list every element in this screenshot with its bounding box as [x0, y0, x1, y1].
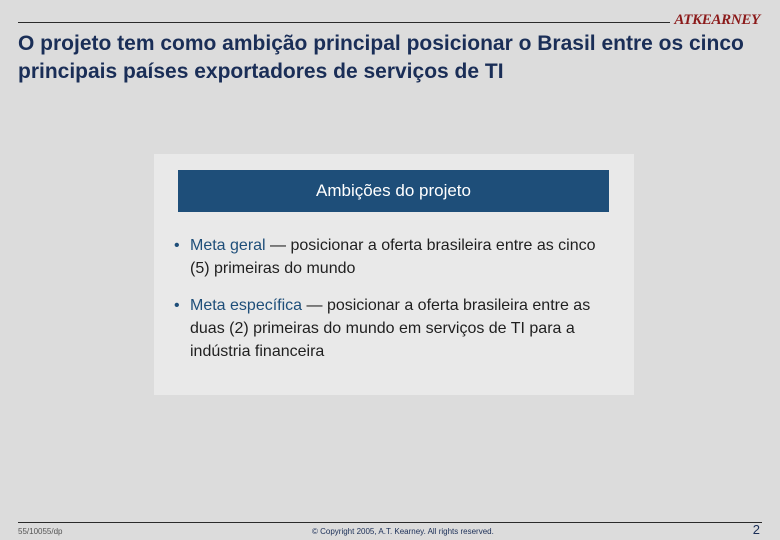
ambitions-card — [154, 154, 634, 395]
header-rule — [18, 22, 670, 23]
goal-general-term: Meta geral — [190, 237, 266, 254]
goal-general — [174, 234, 614, 280]
footer-rule — [18, 522, 762, 523]
footer-copyright: © Copyright 2005, A.T. Kearney. All rights reserved. — [312, 527, 494, 536]
bullet-icon: • — [174, 297, 180, 314]
atkearney-logo: ATKEARNEY — [674, 12, 760, 28]
footer-document-code: 55/10055/dp — [18, 527, 63, 536]
bullet-icon: • — [174, 237, 180, 254]
page-number: 2 — [752, 522, 760, 537]
goal-specific-text: — posicionar a oferta brasileira entre as duas (2) primeiras do mundo em serviços de TI para a indústria financeira — [190, 297, 591, 360]
card-header: Ambições do projeto — [178, 170, 609, 212]
goal-general-text: — posicionar a oferta brasileira entre as cinco (5) primeiras do mundo — [190, 237, 596, 277]
page-title: O projeto tem como ambição principal posicionar o Brasil entre os cinco principais países exportadores de serviços de TI — [18, 32, 744, 83]
goal-specific — [174, 294, 614, 363]
goal-list — [174, 234, 614, 377]
goal-specific-term: Meta específica — [190, 297, 303, 314]
